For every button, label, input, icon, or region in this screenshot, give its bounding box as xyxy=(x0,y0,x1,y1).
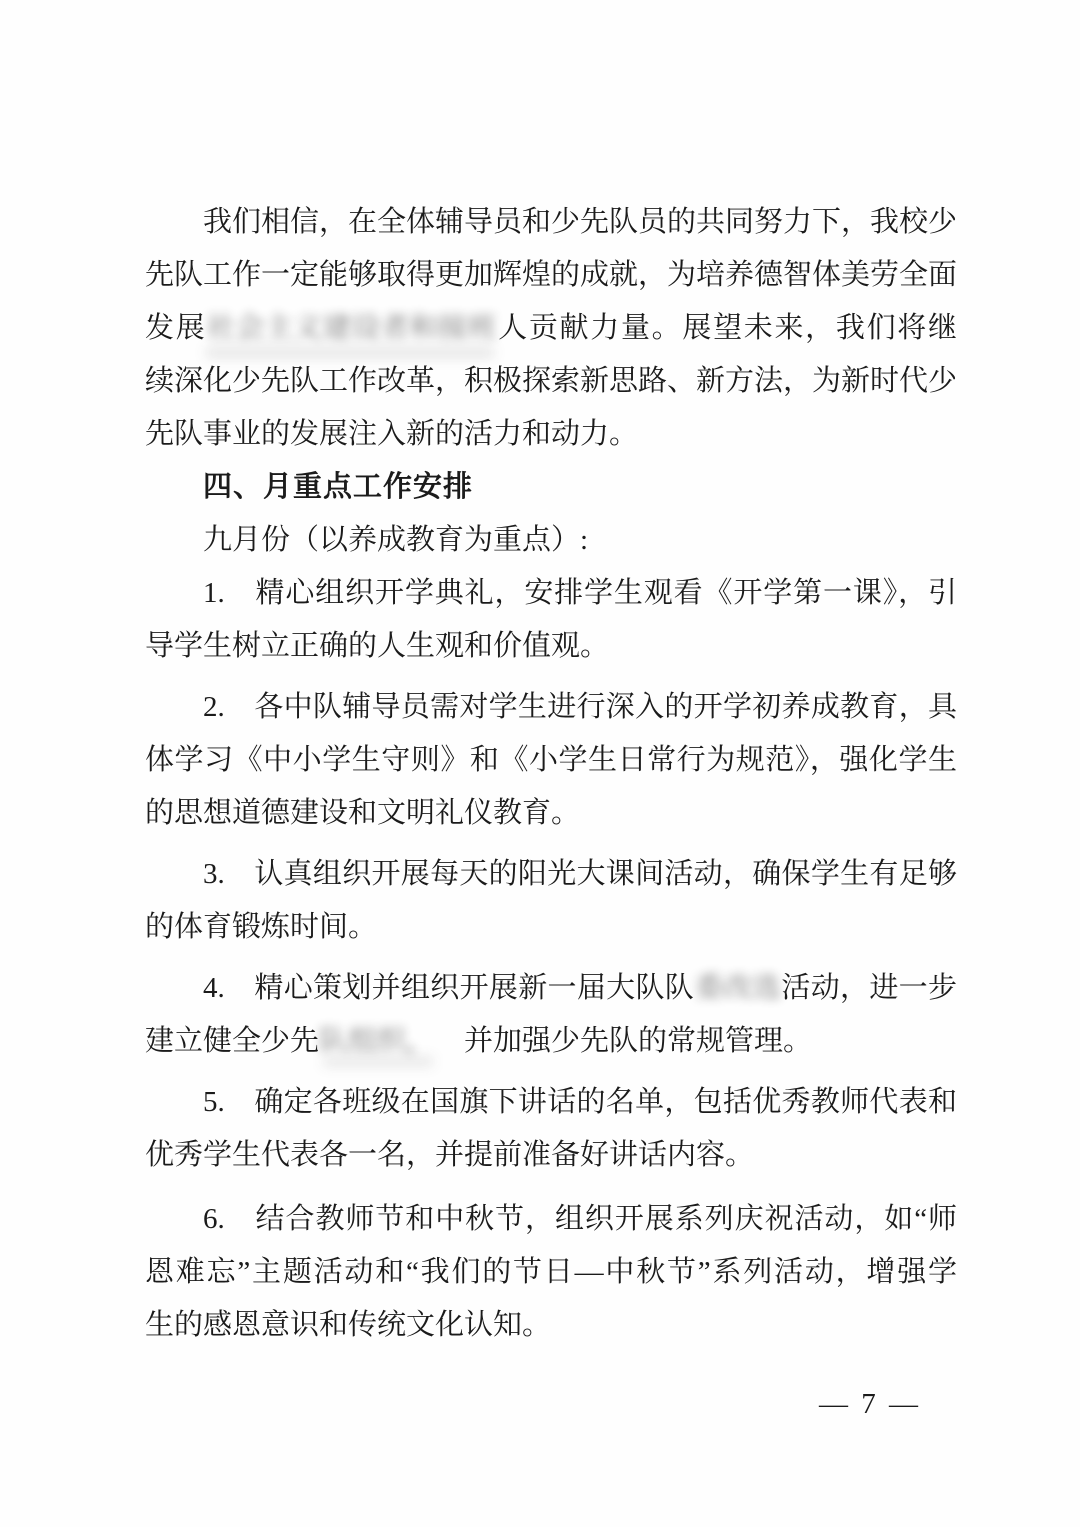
text-segment: 并加强少先队的常规管理。 xyxy=(435,1025,813,1057)
list-item-6 xyxy=(145,1193,957,1352)
subheading-block xyxy=(145,514,957,567)
section-heading-block xyxy=(145,461,957,514)
text-line: 体学习《中小学生守则》和《小学生日常行为规范》，强化学生 xyxy=(145,744,957,776)
text-line: 我们相信，在全体辅导员和少先队员的共同努力下，我校少 xyxy=(203,206,958,238)
text-segment: 建立健全少先 xyxy=(145,1025,320,1057)
list-item-3 xyxy=(145,848,957,954)
list-item-2 xyxy=(145,681,957,840)
text-line-with-redaction xyxy=(145,962,957,1015)
text-line: 先队工作一定能够取得更加辉煌的成就，为培养德智体美劳全面 xyxy=(145,259,958,291)
list-item-1 xyxy=(145,567,957,673)
text-line: 2. 各中队辅导员需对学生进行深入的开学初养成教育，具 xyxy=(203,691,957,723)
month-subheading: 九月份（以养成教育为重点）: xyxy=(203,524,589,556)
text-segment: 4. 精心策划并组织开展新一届大队队 xyxy=(203,972,695,1004)
text-line: 6. 结合教师节和中秋节，组织开展系列庆祝活动，如“师 xyxy=(203,1203,957,1235)
text-line: 的思想道德建设和文明礼仪教育。 xyxy=(145,797,581,829)
document-body xyxy=(145,196,957,1352)
text-line: 续深化少先队工作改革，积极探索新思路、新方法，为新时代少 xyxy=(145,365,958,397)
text-line: 的体育锻炼时间。 xyxy=(145,911,378,943)
text-line: 恩难忘”主题活动和“我们的节日—中秋节”系列活动，增强学 xyxy=(145,1256,957,1288)
text-line-with-redaction xyxy=(145,1015,957,1068)
text-line: 5. 确定各班级在国旗下讲话的名单，包括优秀教师代表和 xyxy=(203,1086,957,1118)
text-line-with-redaction xyxy=(145,302,957,355)
text-segment: 发展 xyxy=(145,312,207,344)
text-line: 优秀学生代表各一名，并提前准备好讲话内容。 xyxy=(145,1139,755,1171)
text-line: 1. 精心组织开学典礼，安排学生观看《开学第一课》，引 xyxy=(203,577,957,609)
text-line: 导学生树立正确的人生观和价值观。 xyxy=(145,630,610,662)
list-item-4 xyxy=(145,962,957,1068)
blurred-text-redaction: 委改选 xyxy=(694,972,782,1004)
text-line: 生的感恩意识和传统文化认知。 xyxy=(145,1309,552,1341)
paragraph-intro xyxy=(145,196,957,461)
text-segment: 活动，进一步 xyxy=(781,972,957,1004)
blurred-text-redaction: 社会主义建设者和接班 xyxy=(206,312,497,344)
page-number: — 7 — xyxy=(819,1388,921,1420)
text-line: 先队事业的发展注入新的活力和动力。 xyxy=(145,418,639,450)
blurred-text-redaction: 队组织， xyxy=(319,1025,436,1057)
section-heading: 四、月重点工作安排 xyxy=(203,471,474,503)
list-item-5 xyxy=(145,1076,957,1182)
text-line: 3. 认真组织开展每天的阳光大课间活动，确保学生有足够 xyxy=(203,858,957,890)
text-segment: 人贡献力量。展望未来，我们将继 xyxy=(496,312,957,344)
